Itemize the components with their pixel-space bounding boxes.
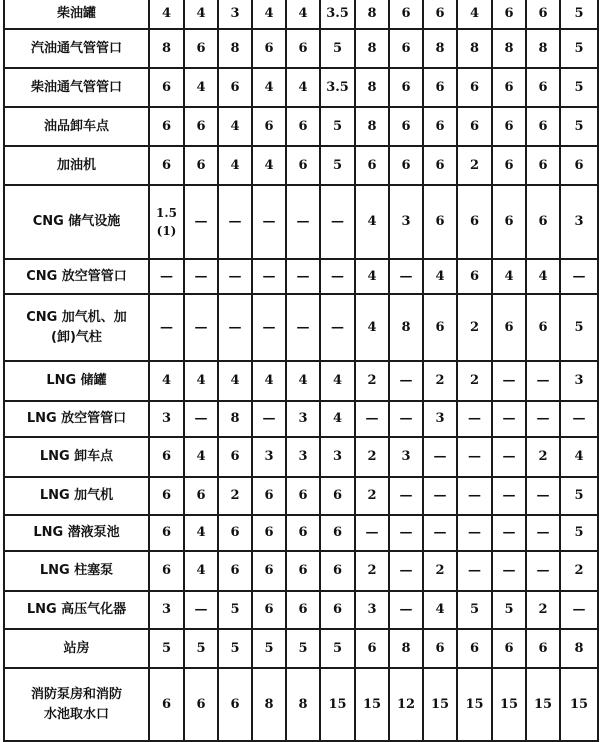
table-cell: 6	[526, 294, 560, 361]
row-label: LNG 卸车点	[4, 437, 149, 477]
table-cell: 15	[560, 668, 598, 741]
table-cell: 2	[355, 551, 389, 591]
table-cell: —	[286, 294, 320, 361]
table-cell: 6	[389, 29, 423, 68]
table-cell: —	[184, 294, 218, 361]
table-cell: 6	[252, 551, 286, 591]
table-cell: —	[457, 477, 492, 515]
table-cell: 4	[252, 0, 286, 29]
table-cell: 5	[560, 515, 598, 551]
table-cell: 6	[457, 259, 492, 294]
table-row	[4, 361, 598, 401]
table-cell: 2	[526, 591, 560, 629]
table-cell: 6	[492, 185, 526, 259]
table-row	[4, 107, 598, 146]
table-cell: 6	[457, 107, 492, 146]
table-cell: 6	[184, 29, 218, 68]
table-cell: 3	[389, 185, 423, 259]
table-cell: —	[492, 361, 526, 401]
table-cell: —	[492, 437, 526, 477]
table-cell: 6	[492, 107, 526, 146]
table-cell: —	[560, 591, 598, 629]
table-cell: 6	[149, 477, 184, 515]
table-cell: 6	[184, 668, 218, 741]
table-cell: 6	[252, 591, 286, 629]
table-cell: —	[389, 551, 423, 591]
table-body	[4, 0, 598, 741]
table-cell: 4	[184, 361, 218, 401]
table-cell: 1.5 (1)	[149, 185, 184, 259]
table-cell: 6	[286, 515, 320, 551]
table-cell: 5	[560, 29, 598, 68]
table-cell: 4	[184, 551, 218, 591]
table-cell: —	[149, 294, 184, 361]
table-cell: 4	[355, 185, 389, 259]
row-label: 柴油通气管管口	[4, 68, 149, 107]
table-cell: 4	[218, 361, 252, 401]
table-cell: 12	[389, 668, 423, 741]
table-cell: 6	[149, 668, 184, 741]
table-cell: 4	[423, 259, 457, 294]
table-cell: 2	[218, 477, 252, 515]
table-cell: 6	[218, 68, 252, 107]
table-cell: 4	[320, 361, 355, 401]
table-row	[4, 437, 598, 477]
table-cell: 4	[526, 259, 560, 294]
table-cell: 3	[286, 437, 320, 477]
table-cell: 4	[252, 361, 286, 401]
table-cell: 8	[149, 29, 184, 68]
table-cell: 6	[149, 515, 184, 551]
table-cell: —	[389, 401, 423, 437]
table-cell: 6	[492, 68, 526, 107]
table-cell: 3	[286, 401, 320, 437]
table-cell: 6	[389, 146, 423, 185]
table-cell: —	[355, 515, 389, 551]
table-cell: —	[389, 591, 423, 629]
table-cell: 4	[149, 0, 184, 29]
table-row	[4, 146, 598, 185]
table-cell: 5	[457, 591, 492, 629]
table-row	[4, 294, 598, 361]
table-cell: 5	[320, 629, 355, 668]
table-cell: 4	[252, 68, 286, 107]
table-cell: —	[320, 185, 355, 259]
row-label: 站房	[4, 629, 149, 668]
table-cell: 6	[423, 294, 457, 361]
table-cell: 8	[389, 629, 423, 668]
table-cell: —	[252, 185, 286, 259]
table-cell: 5	[560, 294, 598, 361]
table-cell: 8	[560, 629, 598, 668]
table-cell: 4	[560, 437, 598, 477]
table-cell: 3	[149, 401, 184, 437]
table-cell: —	[457, 401, 492, 437]
table-cell: 6	[218, 551, 252, 591]
table-cell: —	[389, 515, 423, 551]
table-cell: 6	[320, 477, 355, 515]
row-label: 消防泵房和消防 水池取水口	[4, 668, 149, 741]
table-cell: 5	[560, 107, 598, 146]
table-cell: 4	[492, 259, 526, 294]
table-cell: 8	[389, 294, 423, 361]
table-cell: —	[389, 259, 423, 294]
table-cell: 3.5	[320, 0, 355, 29]
table-cell: 2	[457, 294, 492, 361]
table-cell: 8	[457, 29, 492, 68]
table-cell: —	[218, 259, 252, 294]
table-cell: 6	[252, 477, 286, 515]
table-cell: 8	[355, 29, 389, 68]
table-cell: —	[423, 477, 457, 515]
table-cell: 6	[218, 515, 252, 551]
table-cell: 4	[184, 437, 218, 477]
table-cell: —	[492, 515, 526, 551]
table-cell: 2	[423, 551, 457, 591]
table-cell: 6	[526, 629, 560, 668]
table-cell: 5	[149, 629, 184, 668]
table-cell: 6	[457, 68, 492, 107]
table-cell: 2	[526, 437, 560, 477]
table-cell: —	[184, 401, 218, 437]
table-cell: 3	[320, 437, 355, 477]
table-cell: 5	[560, 0, 598, 29]
table-cell: 6	[526, 0, 560, 29]
table-cell: 4	[184, 515, 218, 551]
table-cell: 6	[149, 551, 184, 591]
table-cell: 6	[389, 68, 423, 107]
table-cell: 6	[423, 629, 457, 668]
table-cell: 3	[252, 437, 286, 477]
table-cell: 6	[355, 629, 389, 668]
row-label: LNG 潜液泵池	[4, 515, 149, 551]
table-cell: —	[526, 551, 560, 591]
table-cell: 4	[457, 0, 492, 29]
table-cell: 6	[184, 477, 218, 515]
table-cell: 6	[286, 29, 320, 68]
table-cell: 2	[355, 437, 389, 477]
table-cell: —	[389, 477, 423, 515]
table-cell: 2	[423, 361, 457, 401]
table-cell: —	[423, 437, 457, 477]
table-cell: 8	[355, 68, 389, 107]
spacing-table	[3, 0, 599, 742]
table-cell: 6	[492, 294, 526, 361]
table-cell: 4	[355, 259, 389, 294]
table-cell: 6	[355, 146, 389, 185]
table-cell: 3	[355, 591, 389, 629]
table-cell: 6	[286, 551, 320, 591]
table-cell: —	[526, 401, 560, 437]
table-row	[4, 668, 598, 741]
table-cell: —	[320, 294, 355, 361]
table-cell: 4	[286, 68, 320, 107]
table-row	[4, 591, 598, 629]
table-cell: 4	[355, 294, 389, 361]
table-cell: 6	[560, 146, 598, 185]
table-cell: 8	[423, 29, 457, 68]
table-cell: 6	[286, 107, 320, 146]
table-cell: —	[149, 259, 184, 294]
table-cell: 2	[355, 361, 389, 401]
table-cell: 5	[492, 591, 526, 629]
table-cell: 6	[492, 0, 526, 29]
table-cell: 4	[218, 146, 252, 185]
table-cell: —	[184, 591, 218, 629]
table-cell: 8	[526, 29, 560, 68]
table-cell: 4	[423, 591, 457, 629]
table-cell: 6	[492, 629, 526, 668]
table-cell: 6	[526, 107, 560, 146]
table-cell: —	[252, 294, 286, 361]
table-cell: —	[320, 259, 355, 294]
table-cell: —	[355, 401, 389, 437]
table-cell: 2	[457, 361, 492, 401]
table-cell: 6	[423, 185, 457, 259]
row-label: LNG 加气机	[4, 477, 149, 515]
table-cell: 6	[252, 107, 286, 146]
table-cell: 15	[457, 668, 492, 741]
table-cell: 6	[526, 185, 560, 259]
table-row	[4, 401, 598, 437]
table-cell: 8	[218, 29, 252, 68]
table-cell: 2	[355, 477, 389, 515]
row-label: 加油机	[4, 146, 149, 185]
table-cell: 6	[286, 591, 320, 629]
table-cell: —	[218, 185, 252, 259]
row-label: LNG 高压气化器	[4, 591, 149, 629]
table-row	[4, 68, 598, 107]
table-row	[4, 515, 598, 551]
table-cell: 6	[526, 146, 560, 185]
row-label: 汽油通气管管口	[4, 29, 149, 68]
table-row	[4, 551, 598, 591]
table-cell: 8	[355, 0, 389, 29]
table-row	[4, 477, 598, 515]
table-cell: —	[492, 401, 526, 437]
table-cell: 6	[423, 0, 457, 29]
row-label: LNG 放空管管口	[4, 401, 149, 437]
table-cell: 6	[389, 107, 423, 146]
table-cell: 5	[286, 629, 320, 668]
table-cell: 8	[492, 29, 526, 68]
table-cell: 5	[218, 629, 252, 668]
table-cell: 15	[423, 668, 457, 741]
table-cell: 6	[526, 68, 560, 107]
table-cell: 5	[252, 629, 286, 668]
table-cell: 4	[218, 107, 252, 146]
table-cell: 3	[423, 401, 457, 437]
table-cell: —	[492, 551, 526, 591]
table-row	[4, 629, 598, 668]
table-cell: 6	[149, 68, 184, 107]
row-label: LNG 柱塞泵	[4, 551, 149, 591]
table-cell: 4	[149, 361, 184, 401]
table-cell: 6	[149, 437, 184, 477]
table-cell: 6	[320, 551, 355, 591]
table-cell: 6	[286, 146, 320, 185]
table-cell: 5	[560, 477, 598, 515]
table-cell: —	[218, 294, 252, 361]
table-cell: —	[252, 401, 286, 437]
row-label: CNG 加气机、加 (卸)气柱	[4, 294, 149, 361]
table-cell: 15	[492, 668, 526, 741]
table-cell: 6	[218, 437, 252, 477]
table-cell: 5	[320, 29, 355, 68]
row-label: CNG 储气设施	[4, 185, 149, 259]
table-cell: 5	[320, 107, 355, 146]
table-cell: 2	[560, 551, 598, 591]
row-label: 油品卸车点	[4, 107, 149, 146]
table-cell: —	[457, 551, 492, 591]
table-cell: 6	[320, 591, 355, 629]
table-cell: 8	[252, 668, 286, 741]
table-cell: —	[184, 259, 218, 294]
table-cell: 6	[492, 146, 526, 185]
table-cell: 6	[149, 146, 184, 185]
table-cell: —	[457, 437, 492, 477]
table-cell: 6	[423, 146, 457, 185]
table-cell: 8	[218, 401, 252, 437]
table-cell: 15	[526, 668, 560, 741]
table-cell: 6	[184, 146, 218, 185]
table-cell: 6	[457, 185, 492, 259]
table-cell: 6	[423, 107, 457, 146]
table-cell: 3	[149, 591, 184, 629]
table-cell: —	[389, 361, 423, 401]
table-cell: —	[286, 185, 320, 259]
table-cell: 3	[218, 0, 252, 29]
table-cell: 15	[320, 668, 355, 741]
table-cell: —	[184, 185, 218, 259]
table-row	[4, 259, 598, 294]
table-cell: 6	[252, 515, 286, 551]
table-cell: 4	[252, 146, 286, 185]
table-cell: —	[457, 515, 492, 551]
table-cell: 6	[320, 515, 355, 551]
table-cell: 6	[389, 0, 423, 29]
table-cell: 4	[286, 0, 320, 29]
table-cell: —	[492, 477, 526, 515]
table-cell: —	[252, 259, 286, 294]
table-cell: —	[560, 401, 598, 437]
table-cell: 6	[218, 668, 252, 741]
table-cell: —	[286, 259, 320, 294]
table-cell: 4	[184, 68, 218, 107]
table-cell: 4	[184, 0, 218, 29]
table-cell: 5	[218, 591, 252, 629]
table-cell: 3	[389, 437, 423, 477]
table-cell: —	[526, 477, 560, 515]
table-cell: 5	[184, 629, 218, 668]
table-cell: 6	[286, 477, 320, 515]
row-label: CNG 放空管管口	[4, 259, 149, 294]
table-cell: 6	[149, 107, 184, 146]
table-cell: 3	[560, 361, 598, 401]
table-cell: 8	[286, 668, 320, 741]
table-cell: 4	[286, 361, 320, 401]
table-cell: 5	[320, 146, 355, 185]
table-row	[4, 185, 598, 259]
table-cell: 15	[355, 668, 389, 741]
table-row	[4, 0, 598, 29]
table-cell: —	[526, 515, 560, 551]
table-cell: 6	[252, 29, 286, 68]
table-cell: 3	[560, 185, 598, 259]
table-cell: 8	[355, 107, 389, 146]
table-cell: —	[423, 515, 457, 551]
table-cell: —	[526, 361, 560, 401]
table-cell: 2	[457, 146, 492, 185]
table-cell: —	[560, 259, 598, 294]
row-label: LNG 储罐	[4, 361, 149, 401]
table-cell: 3.5	[320, 68, 355, 107]
table-cell: 4	[320, 401, 355, 437]
table-cell: 6	[423, 68, 457, 107]
table-cell: 5	[560, 68, 598, 107]
table-cell: 6	[457, 629, 492, 668]
row-label: 柴油罐	[4, 0, 149, 29]
table-cell: 6	[184, 107, 218, 146]
table-row	[4, 29, 598, 68]
